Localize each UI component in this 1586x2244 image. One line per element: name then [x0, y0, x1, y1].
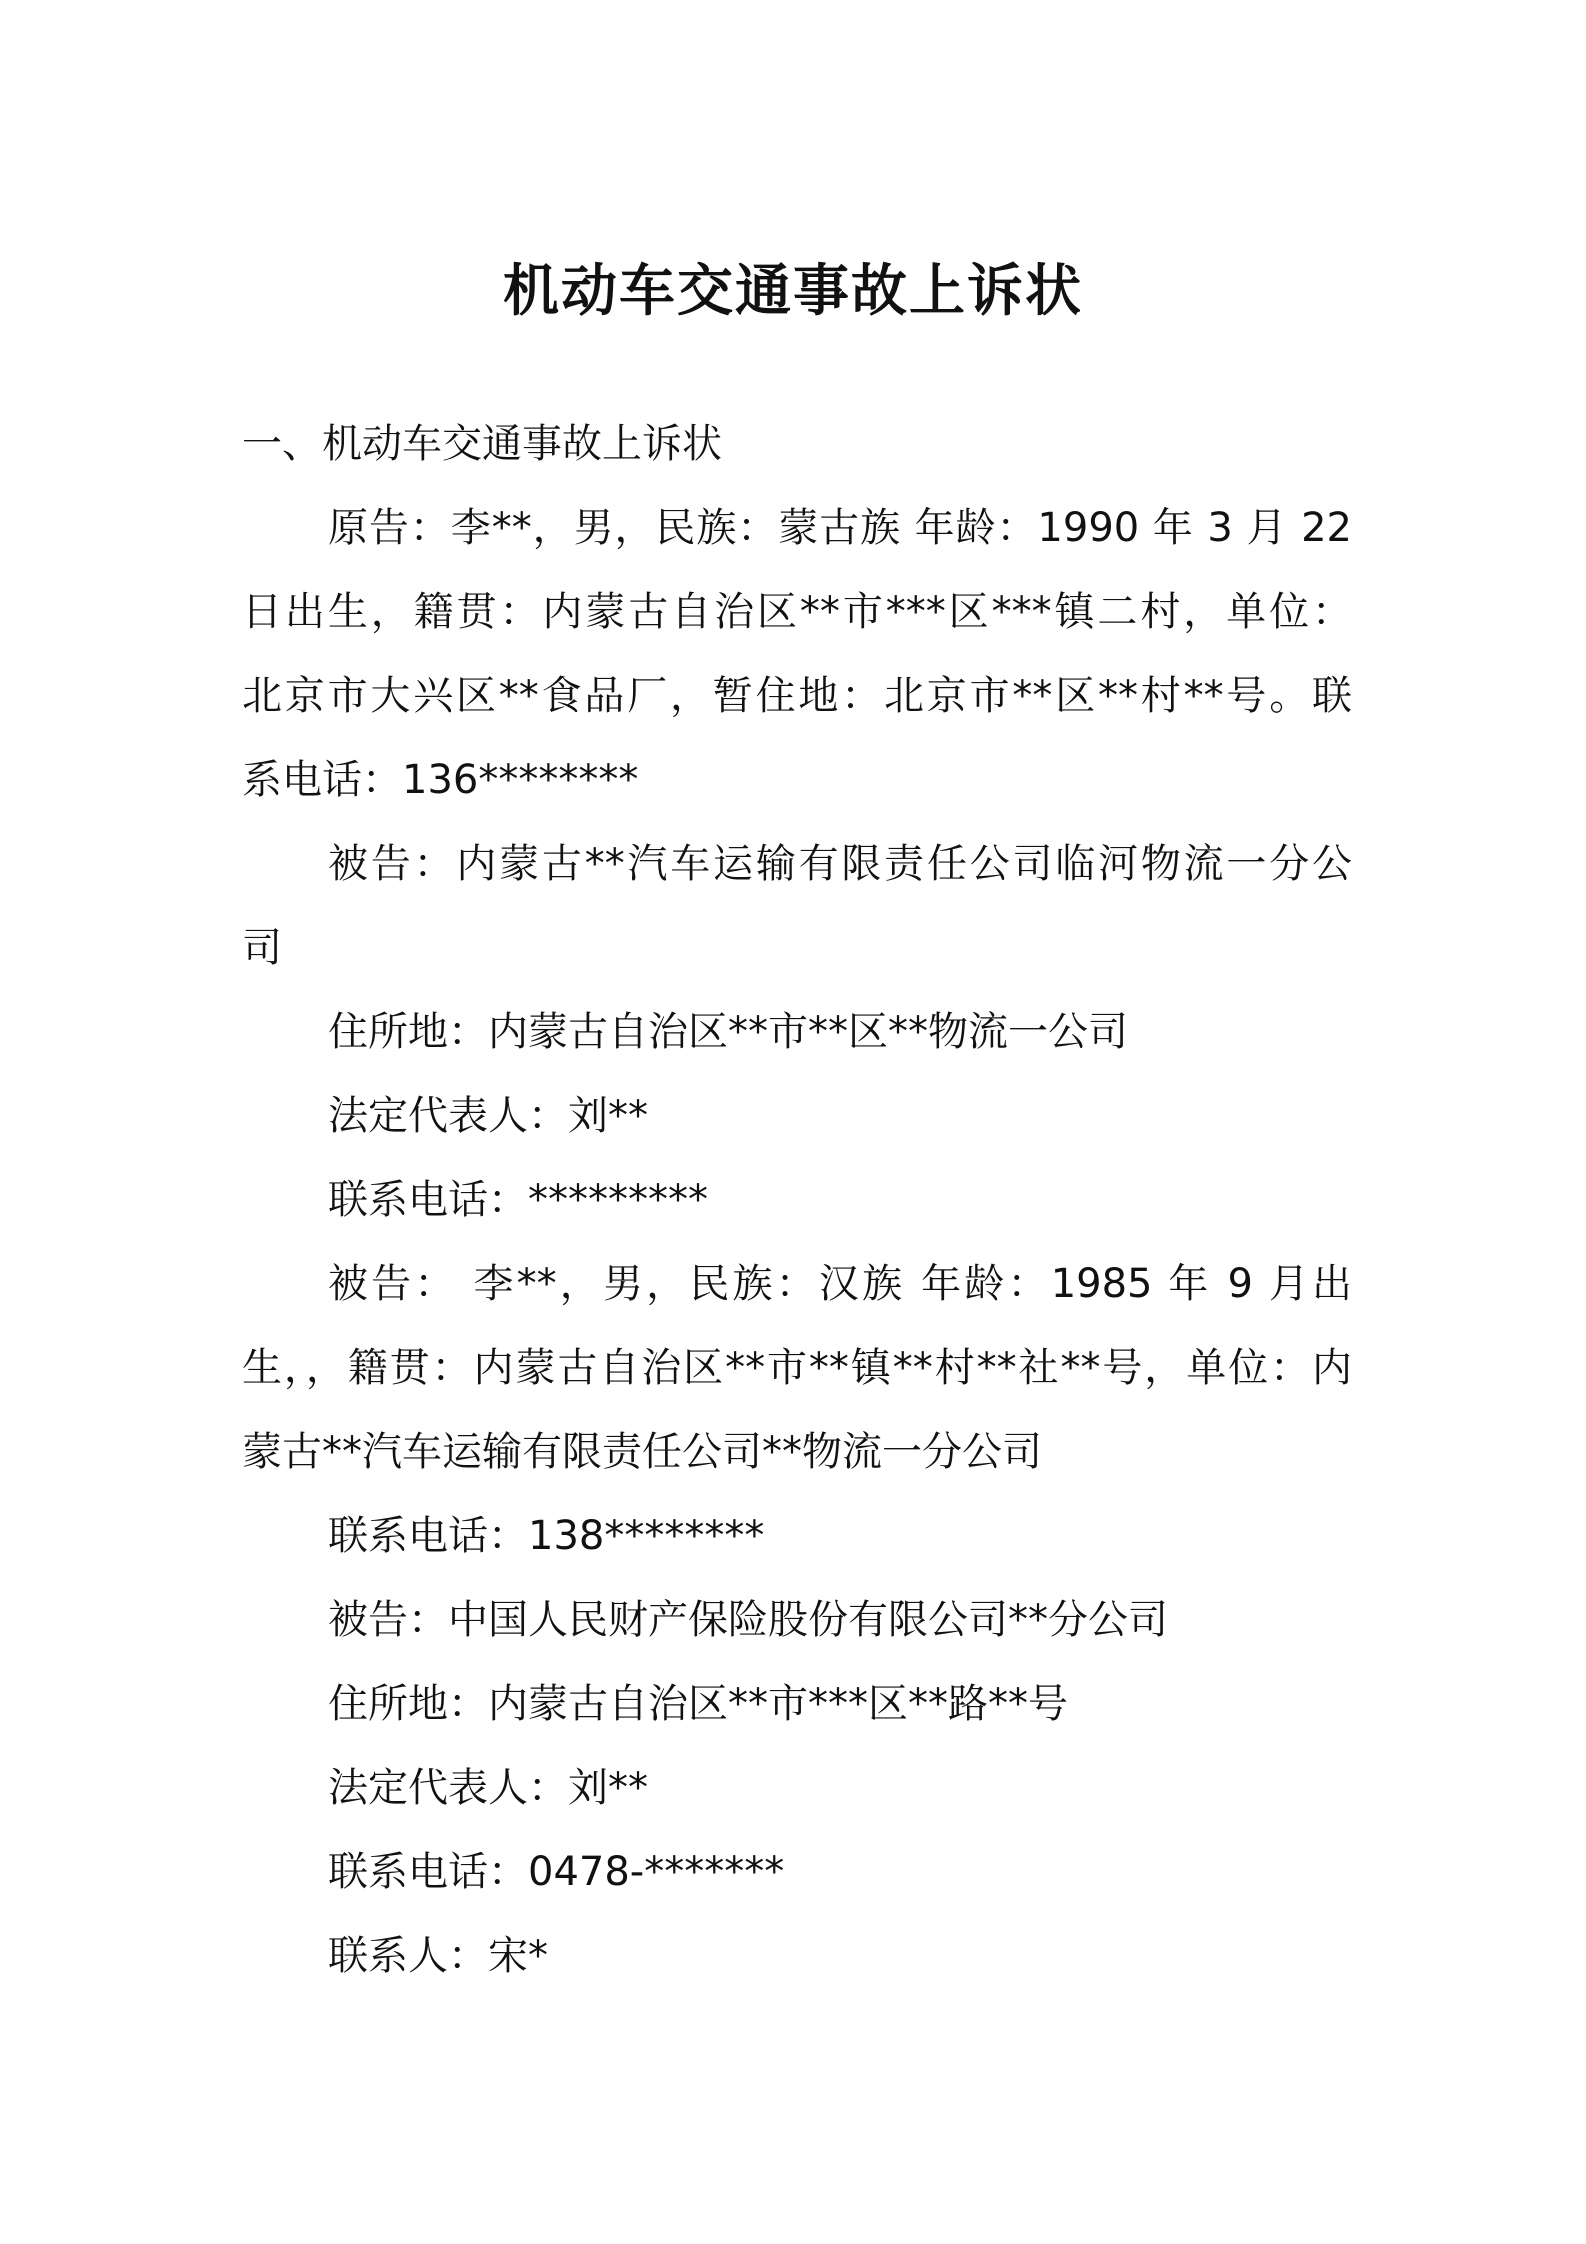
- defendant1-line-1: 被告：内蒙古**汽车运输有限责任公司临河物流一分公: [328, 841, 1352, 887]
- defendant2-line-2: 生，，籍贯：内蒙古自治区**市**镇**村**社**号，单位：内: [242, 1345, 1352, 1391]
- defendant3-legal-rep: 法定代表人：刘**: [328, 1765, 648, 1811]
- defendant1-phone: 联系电话：*********: [328, 1177, 708, 1223]
- plaintiff-line-1: 原告：李**，男，民族：蒙古族 年龄：1990 年 3 月 22: [328, 505, 1352, 551]
- defendant3-phone: 联系电话：0478-*******: [328, 1849, 785, 1895]
- defendant2-line-3: 蒙古**汽车运输有限责任公司**物流一分公司: [242, 1429, 1042, 1475]
- document-body: [242, 402, 1352, 1998]
- plaintiff-line-3: 北京市大兴区**食品厂，暂住地：北京市**区**村**号。联: [242, 673, 1352, 719]
- defendant2-line-1: 被告： 李**，男，民族：汉族 年龄：1985 年 9 月出: [328, 1261, 1352, 1307]
- defendant1-line-2: 司: [242, 925, 282, 971]
- document-title: 机动车交通事故上诉状: [503, 259, 1083, 324]
- defendant3-contact: 联系人：宋*: [328, 1933, 548, 1979]
- defendant1-address: 住所地：内蒙古自治区**市**区**物流一公司: [328, 1009, 1128, 1055]
- plaintiff-line-4: 系电话：136********: [242, 757, 639, 803]
- defendant3-address: 住所地：内蒙古自治区**市***区**路**号: [328, 1681, 1068, 1727]
- defendant2-phone: 联系电话：138********: [328, 1513, 765, 1559]
- plaintiff-line-2: 日出生，籍贯：内蒙古自治区**市***区***镇二村，单位：: [242, 589, 1352, 635]
- section-heading: 一、机动车交通事故上诉状: [242, 421, 722, 467]
- defendant1-legal-rep: 法定代表人：刘**: [328, 1093, 648, 1139]
- defendant3-name: 被告：中国人民财产保险股份有限公司**分公司: [328, 1597, 1168, 1643]
